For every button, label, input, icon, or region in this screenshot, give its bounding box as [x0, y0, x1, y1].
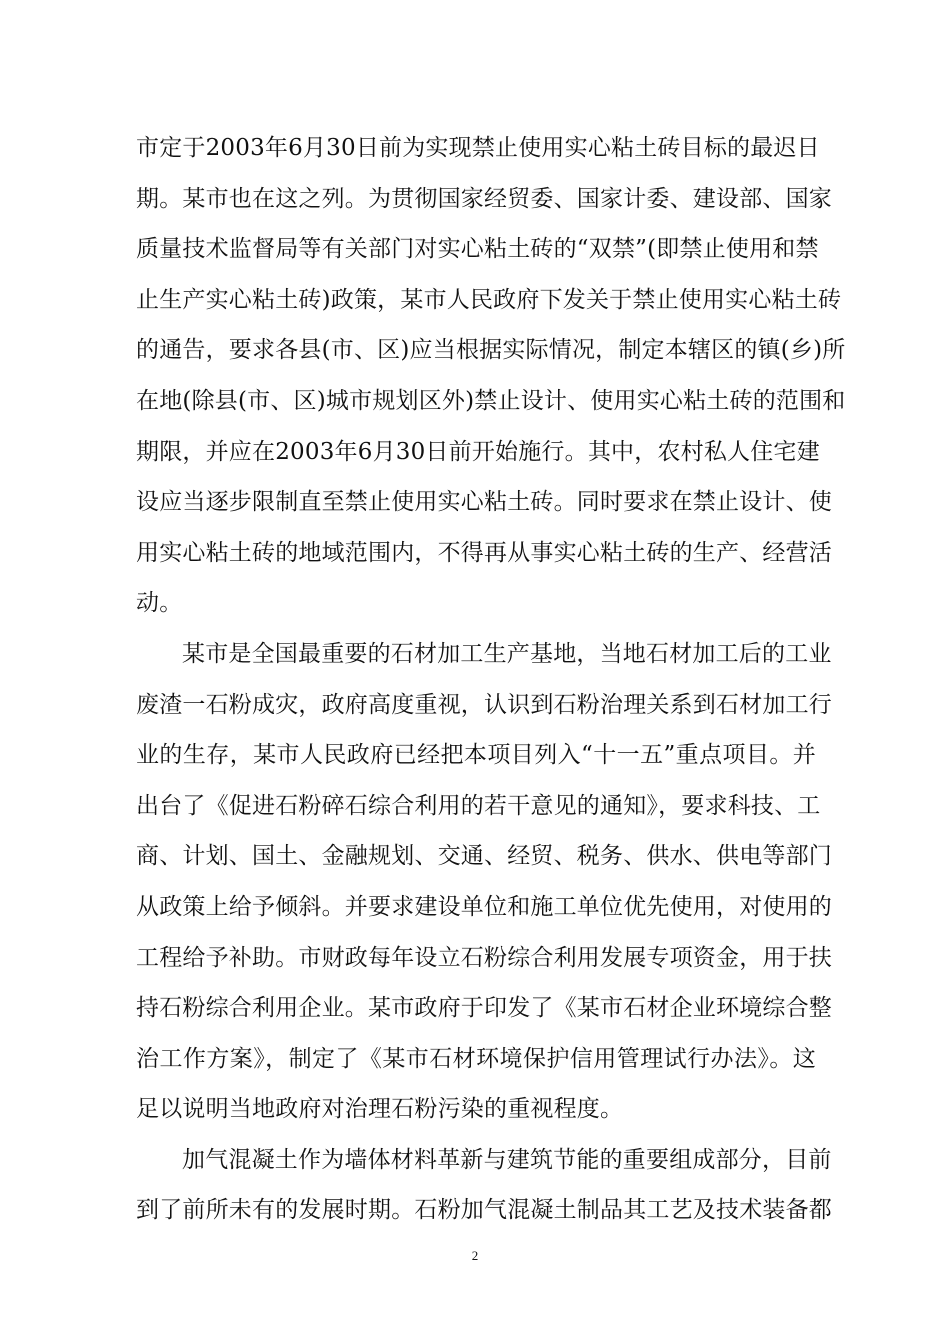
- text-line: 业的生存，某市人民政府已经把本项目列入“十一五”重点项目。并: [136, 742, 816, 769]
- document-body: [136, 123, 846, 1236]
- text-line: 用实心粘土砖的地域范围内，不得再从事实心粘土砖的生产、经营活: [136, 539, 832, 566]
- text-line: 市定于2003年6月30日前为实现禁止使用实心粘土砖目标的最迟日: [136, 135, 820, 161]
- paragraph-p1: [136, 123, 846, 629]
- text-line: 工程给予补助。市财政每年设立石粉综合利用发展专项资金，用于扶: [136, 944, 832, 971]
- text-line: 期限，并应在2003年6月30日前开始施行。其中，农村私人住宅建: [136, 438, 820, 465]
- text-line: 加气混凝土作为墙体材料革新与建筑节能的重要组成部分，目前: [182, 1146, 832, 1173]
- page-number: 2: [471, 1248, 479, 1263]
- text-line: 期。某市也在这之列。为贯彻国家经贸委、国家计委、建设部、国家: [136, 185, 832, 212]
- text-line: 商、计划、国土、金融规划、交通、经贸、税务、供水、供电等部门: [136, 843, 832, 870]
- text-line: 某市是全国最重要的石材加工生产基地，当地石材加工后的工业: [182, 640, 832, 667]
- text-line: 废渣一石粉成灾，政府高度重视，认识到石粉治理关系到石材加工行: [136, 691, 832, 718]
- text-line: 持石粉综合利用企业。某市政府于印发了《某市石材企业环境综合整: [136, 995, 832, 1022]
- paragraph-p3: [136, 1135, 832, 1236]
- text-line: 在地(除县(市、区)城市规划区外)禁止设计、使用实心粘土砖的范围和: [136, 387, 846, 414]
- paragraph-p2: [136, 629, 832, 1135]
- text-line: 到了前所未有的发展时期。石粉加气混凝土制品其工艺及技术装备都: [136, 1197, 832, 1224]
- text-line: 足以说明当地政府对治理石粉污染的重视程度。: [136, 1096, 624, 1123]
- text-line: 动。: [136, 590, 183, 617]
- text-line: 的通告，要求各县(市、区)应当根据实际情况，制定本辖区的镇(乡)所: [136, 337, 846, 364]
- text-line: 出台了《促进石粉碎石综合利用的若干意见的通知》，要求科技、工: [136, 792, 821, 819]
- text-line: 从政策上给予倾斜。并要求建设单位和施工单位优先使用，对使用的: [136, 893, 832, 920]
- text-line: 质量技术监督局等有关部门对实心粘土砖的“双禁”(即禁止使用和禁: [136, 236, 819, 263]
- text-line: 止生产实心粘土砖)政策，某市人民政府下发关于禁止使用实心粘土砖: [136, 286, 842, 313]
- text-line: 设应当逐步限制直至禁止使用实心粘土砖。同时要求在禁止设计、使: [136, 489, 832, 516]
- text-line: 治工作方案》，制定了《某市石材环境保护信用管理试行办法》。这: [136, 1045, 816, 1072]
